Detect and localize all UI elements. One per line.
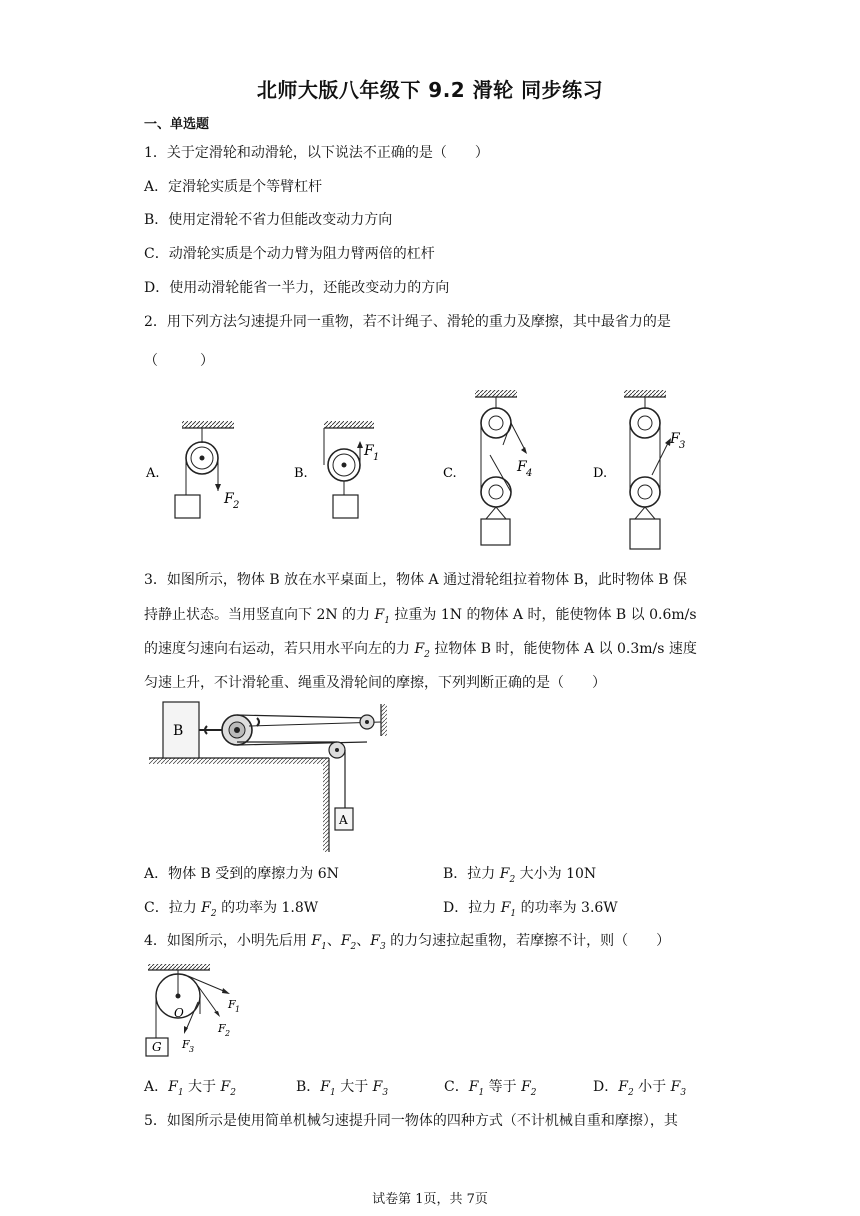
q2-stem: 2．用下列方法匀速提升同一重物，若不计绳子、滑轮的重力及摩擦，其中最省力的是 — [144, 314, 671, 330]
q4-option-a: A．$F_1$ 大于 $F_2$ — [144, 1079, 236, 1098]
svg-text:F: F — [182, 1038, 190, 1051]
q2-pulley-figure — [140, 385, 686, 555]
box-a-label: A — [339, 813, 348, 827]
q3-line-1: 3．如图所示，物体 B 放在水平桌面上，物体 A 通过滑轮组拉着物体 B，此时物体 B 保 — [144, 572, 688, 588]
q3-option-b: B．拉力 $F_2$ 大小为 10N — [443, 866, 597, 885]
q4-option-c: C．$F_1$ 等于 $F_2$ — [444, 1079, 537, 1098]
q1-option-c: C．动滑轮实质是个动力臂为阻力臂两倍的杠杆 — [144, 246, 435, 262]
q4-option-b: B．$F_1$ 大于 $F_3$ — [296, 1079, 389, 1098]
q3-option-c: C．拉力 $F_2$ 的功率为 1.8W — [144, 900, 319, 919]
page-title: 北师大版八年级下 9.2 滑轮 同步练习 — [256, 78, 604, 102]
pulley-center-label: O — [174, 1006, 184, 1020]
fig-label-c: C. — [443, 466, 457, 481]
force-f2-label: F — [224, 491, 234, 507]
svg-text:4: 4 — [526, 468, 533, 479]
force-f4-label: F — [517, 459, 527, 475]
fig-label-d: D. — [593, 466, 608, 481]
fig-b-fixed-pulley — [294, 421, 379, 518]
force-f1-label: F — [364, 443, 374, 459]
weight-label: G — [152, 1040, 162, 1054]
q3-f1-symbol: $F_1$ — [374, 607, 390, 626]
q3-line-2: 持静止状态。当用竖直向下 2N 的力 $F_1$ 拉重为 1N 的物体 A 时，能使物体 B 以 0.6m/s — [144, 607, 697, 626]
q4-stem: 4．如图所示，小明先后用 $F_1$、$F_2$、$F_3$ 的力匀速拉起重物，若摩擦不计，则（ ） — [144, 933, 671, 952]
svg-text:3: 3 — [189, 1045, 195, 1054]
q3-option-d: D．拉力 $F_1$ 的功率为 3.6W — [443, 900, 618, 919]
fig-a-fixed-pulley — [145, 421, 239, 518]
svg-text:2: 2 — [233, 500, 240, 511]
q3-option-a: A．物体 B 受到的摩擦力为 6N — [144, 866, 339, 882]
q4-option-d: D．$F_2$ 小于 $F_3$ — [593, 1079, 687, 1098]
q1-option-d: D．使用动滑轮能省一半力，还能改变动力的方向 — [144, 280, 450, 296]
svg-text:2: 2 — [225, 1029, 231, 1038]
force-f3-label: F — [670, 431, 680, 447]
box-b-label: B — [173, 723, 184, 739]
svg-text:F: F — [218, 1022, 226, 1035]
fig-label-a: A. — [146, 466, 160, 481]
fig-c-pulley-block — [443, 390, 532, 545]
q5-stem: 5．如图所示是使用简单机械匀速提升同一物体的四种方式（不计机械自重和摩擦），其 — [144, 1113, 678, 1129]
fig-d-pulley-block — [593, 390, 685, 549]
q3-pulley-system-figure — [145, 696, 405, 852]
svg-text:3: 3 — [679, 440, 686, 451]
page-footer: 试卷第 1页，共 7页 — [372, 1192, 488, 1207]
section-heading: 一、单选题 — [144, 117, 210, 132]
q1-stem: 1．关于定滑轮和动滑轮，以下说法不正确的是（ ） — [144, 145, 489, 161]
q3-line-3: 的速度匀速向右运动，若只用水平向左的力 $F_2$ 拉物体 B 时，能使物体 A 以 0.3m/s 速度 — [144, 641, 697, 660]
svg-text:1: 1 — [373, 452, 380, 463]
q2-stem-paren: （ ） — [144, 353, 214, 369]
q4-fixed-pulley-figure — [140, 962, 260, 1062]
fig-label-b: B. — [294, 466, 308, 481]
q1-option-b: B．使用定滑轮不省力但能改变动力方向 — [144, 212, 393, 228]
svg-text:1: 1 — [235, 1005, 241, 1014]
svg-text:F: F — [228, 998, 236, 1011]
q3-f2-symbol: $F_2$ — [414, 641, 430, 660]
q3-line-4: 匀速上升，不计滑轮重、绳重及滑轮间的摩擦，下列判断正确的是（ ） — [144, 675, 606, 691]
q1-option-a: A．定滑轮实质是个等臂杠杆 — [144, 179, 323, 195]
